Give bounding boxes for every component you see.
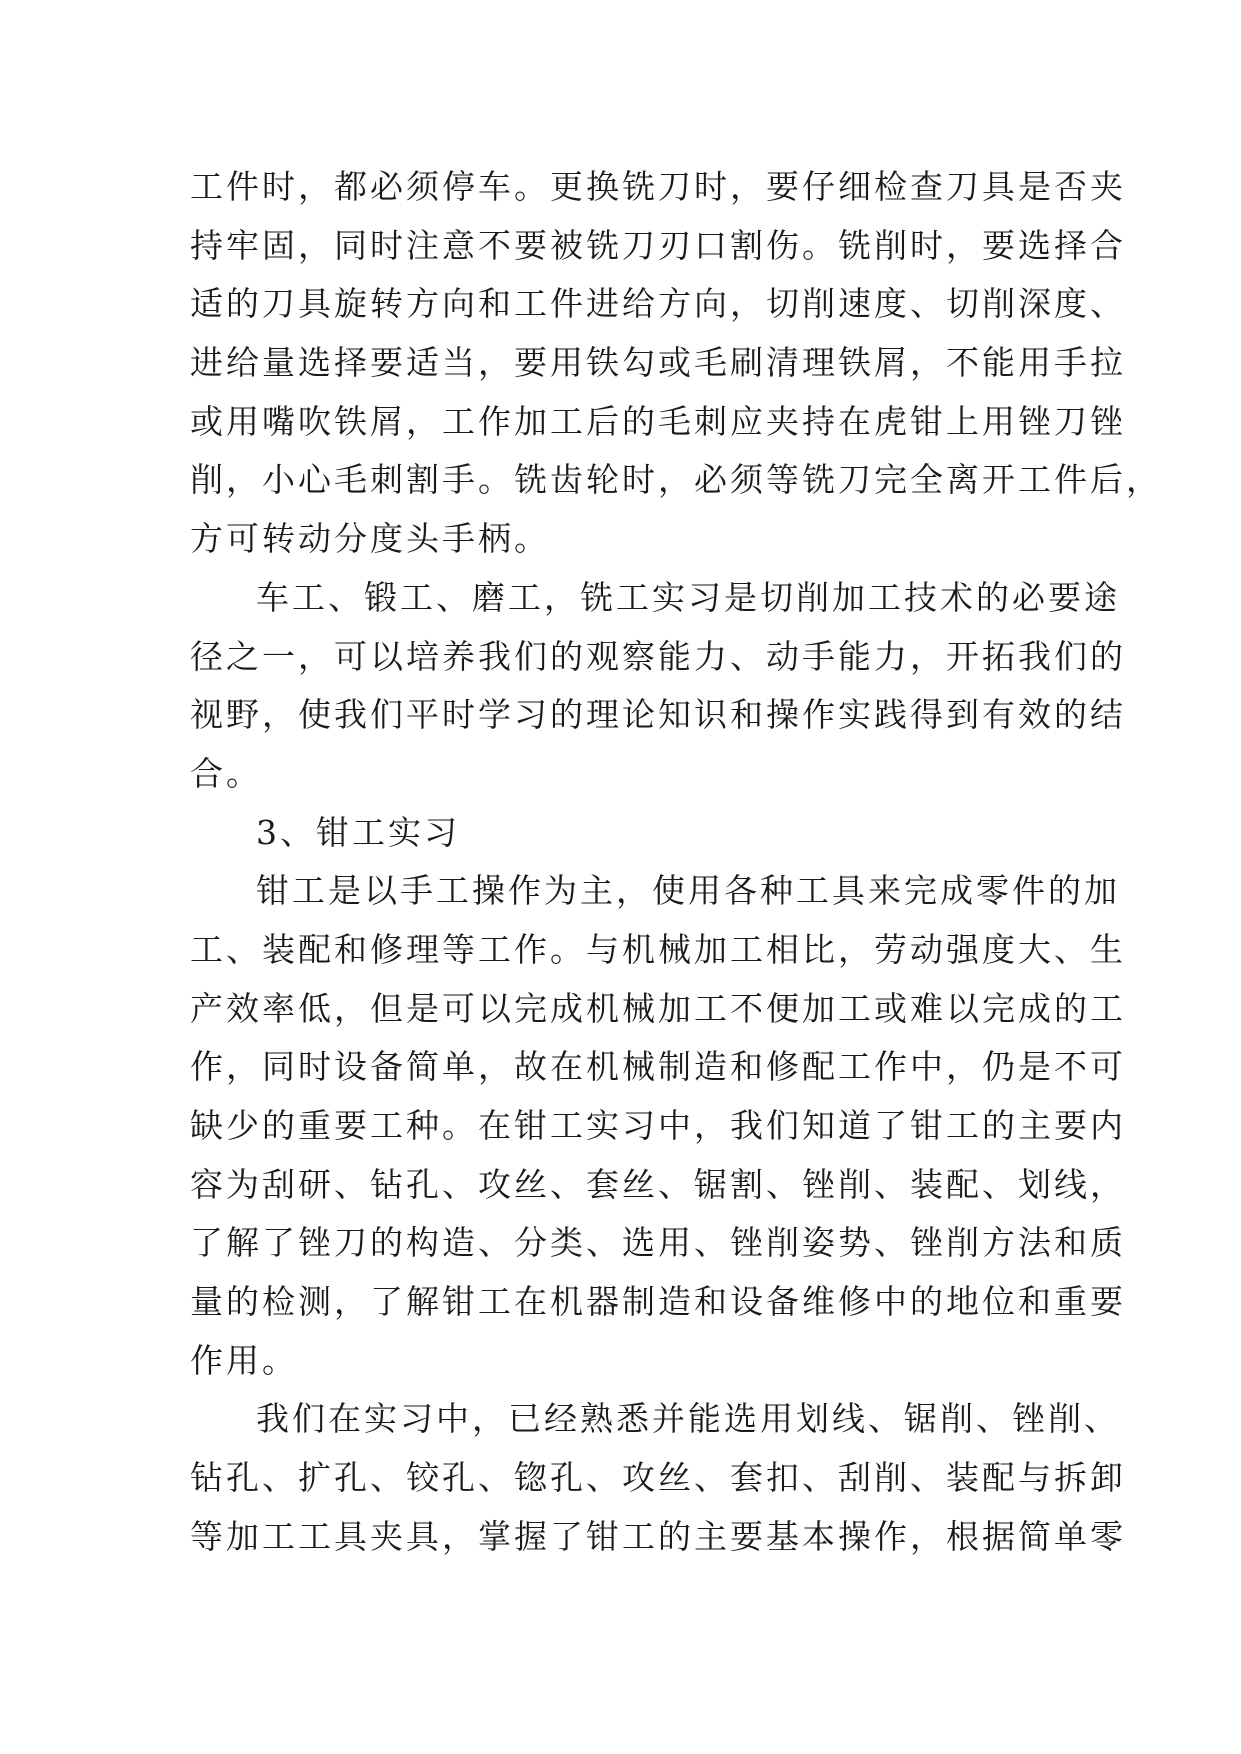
text-line: 车工、锻工、磨工，铣工实习是切削加工技术的必要途	[256, 577, 1120, 617]
text-line: 削，小心毛刺割手。铣齿轮时，必须等铣刀完全离开工件后，	[190, 460, 1162, 500]
text-line: 钳工是以手工操作为主，使用各种工具来完成零件的加	[256, 871, 1120, 911]
text-line: 等加工工具夹具，掌握了钳工的主要基本操作，根据简单零	[190, 1516, 1126, 1556]
text-line: 视野，使我们平时学习的理论知识和操作实践得到有效的结	[190, 695, 1126, 735]
text-line: 适的刀具旋转方向和工件进给方向，切削速度、切削深度、	[190, 284, 1126, 324]
text-line: 进给量选择要适当，要用铁勾或毛刷清理铁屑，不能用手拉	[190, 343, 1126, 383]
text-line: 工、装配和修理等工作。与机械加工相比，劳动强度大、生	[190, 929, 1126, 969]
text-line: 量的检测，了解钳工在机器制造和设备维修中的地位和重要	[190, 1282, 1126, 1322]
text-line: 容为刮研、钻孔、攻丝、套丝、锯割、锉削、装配、划线，	[190, 1164, 1126, 1204]
text-line: 方可转动分度头手柄。	[190, 519, 550, 559]
paragraph-fitter-skills	[190, 1390, 1126, 1566]
section-heading	[190, 804, 1070, 863]
text-line: 我们在实习中，已经熟悉并能选用划线、锯削、锉削、	[256, 1399, 1120, 1439]
paragraph-cutting-summary	[190, 569, 1126, 804]
text-line: 持牢固，同时注意不要被铣刀刃口割伤。铣削时，要选择合	[190, 225, 1126, 265]
text-line: 作，同时设备简单，故在机械制造和修配工作中，仍是不可	[190, 1047, 1126, 1087]
paragraph-milling-safety	[190, 158, 1162, 569]
text-line: 钻孔、扩孔、铰孔、锪孔、攻丝、套扣、刮削、装配与拆卸	[190, 1458, 1126, 1498]
paragraph-fitter-intro	[190, 862, 1126, 1390]
text-line: 作用。	[190, 1340, 298, 1380]
text-line: 产效率低，但是可以完成机械加工不便加工或难以完成的工	[190, 988, 1126, 1028]
text-line: 径之一，可以培养我们的观察能力、动手能力，开拓我们的	[190, 636, 1126, 676]
text-line: 或用嘴吹铁屑，工作加工后的毛刺应夹持在虎钳上用锉刀锉	[190, 401, 1126, 441]
text-line: 了解了锉刀的构造、分类、选用、锉削姿势、锉削方法和质	[190, 1223, 1126, 1263]
section-heading-text: 3、钳工实习	[256, 812, 460, 852]
text-line: 合。	[190, 753, 262, 793]
text-line: 缺少的重要工种。在钳工实习中，我们知道了钳工的主要内	[190, 1106, 1126, 1145]
text-line: 工件时，都必须停车。更换铣刀时，要仔细检查刀具是否夹	[190, 167, 1126, 206]
document-body	[190, 158, 1162, 1567]
